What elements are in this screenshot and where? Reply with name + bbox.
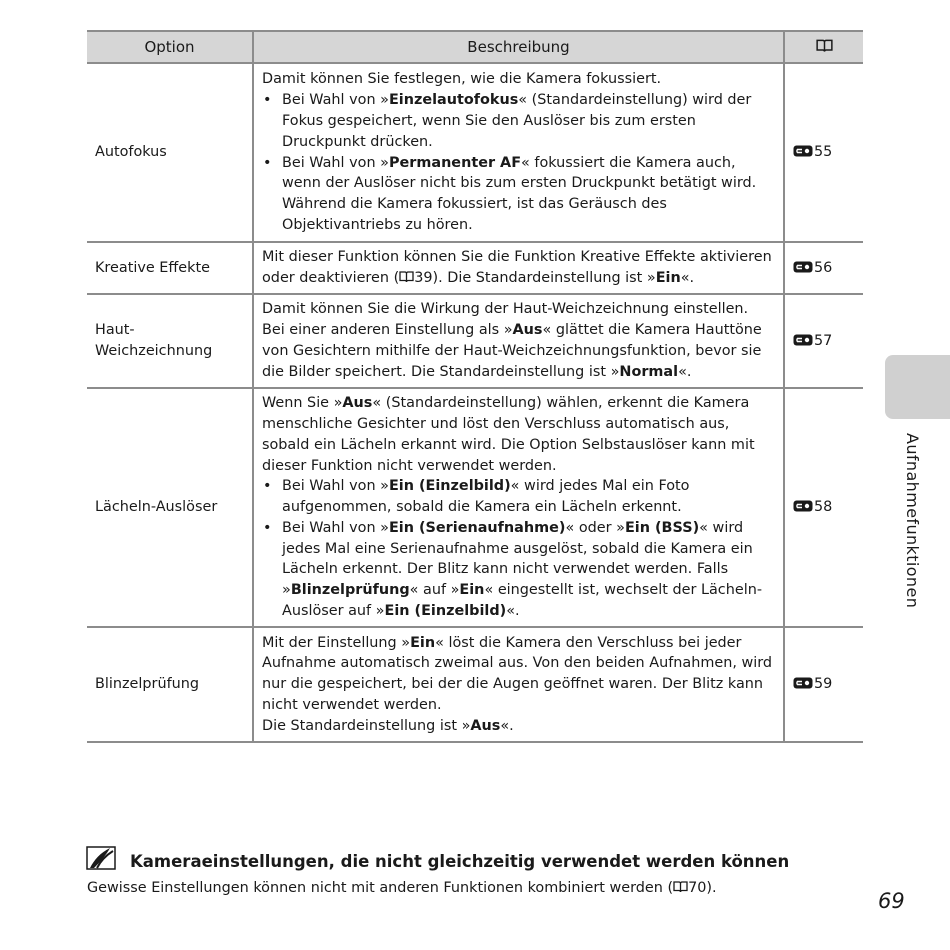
setting-name: Aus <box>470 717 501 734</box>
reference-cell <box>784 242 863 294</box>
description-text <box>262 393 773 476</box>
setting-name: Ein (Serienaufnahme) <box>388 519 566 536</box>
text: « eingestellt ist, wechselt der Lächeln-Auslöser auf » <box>282 582 763 620</box>
reference-section-icon <box>793 334 813 346</box>
text: Gewisse Einstellungen können nicht mit anderen Funktionen kombiniert werden ( <box>87 880 674 896</box>
note-pencil-icon <box>86 846 116 870</box>
option-description <box>253 388 784 627</box>
reference-cell <box>784 627 863 742</box>
option-description <box>253 63 784 242</box>
description-text: Damit können Sie festlegen, wie die Kamera fokussiert. <box>262 71 662 88</box>
bullet: • <box>263 92 272 109</box>
setting-name: Ein (Einzelbild) <box>388 478 511 495</box>
bullet-list <box>262 476 773 622</box>
text: ). <box>706 880 717 896</box>
book-icon <box>399 271 414 283</box>
option-description <box>253 294 784 388</box>
option-description <box>253 242 784 294</box>
text: « oder » <box>565 519 625 536</box>
table-row <box>87 388 863 627</box>
table-row <box>87 294 863 388</box>
option-name: Haut-Weichzeichnung <box>87 294 253 388</box>
setting-name: Ein (Einzelbild) <box>384 603 507 620</box>
text: « löst die Kamera den Verschluss bei jeder Aufnahme automatisch zweimal aus. Von den beiden Aufnahmen, wird nur die gespeichert, bei der die Augen geöffnet waren. Der Blitz kann nicht verwendet werden. <box>262 634 773 713</box>
text: «. <box>678 363 692 380</box>
reference-page: 55 <box>814 144 833 161</box>
reference-cell <box>784 388 863 627</box>
text: Bei Wahl von » <box>282 478 389 495</box>
book-icon <box>816 39 833 53</box>
bullet: • <box>263 154 272 171</box>
setting-name: Einzelautofokus <box>388 92 519 109</box>
reference-section-icon <box>793 145 813 157</box>
setting-name: Ein <box>459 582 485 599</box>
text: « wird jedes Mal eine Serienaufnahme ausgelöst, sobald die Kamera ein Lächeln erkennt. Der Blitz kann nicht verwendet werden. Falls » <box>282 519 753 599</box>
text: « auf » <box>409 582 460 599</box>
note-title: Kameraeinstellungen, die nicht gleichzeitig verwendet werden können <box>130 852 790 871</box>
bullet: • <box>263 519 272 536</box>
reference-section-icon <box>793 677 813 689</box>
header-option: Option <box>87 31 253 63</box>
text: Bei Wahl von » <box>282 154 389 171</box>
reference-page: 58 <box>814 499 833 516</box>
setting-name: Blinzelprüfung <box>290 582 410 599</box>
table-row <box>87 63 863 242</box>
text: Mit dieser Funktion können Sie die Funktion Kreative Effekte aktivieren oder deaktivieren ( <box>262 249 772 286</box>
chapter-label: Aufnahmefunktionen <box>903 433 922 609</box>
text: Wenn Sie » <box>262 395 343 412</box>
reference-page: 57 <box>814 332 833 349</box>
text: ). Die Standardeinstellung ist » <box>432 270 656 286</box>
text: «. <box>500 717 514 734</box>
header-reference <box>784 31 863 63</box>
text: Die Standardeinstellung ist » <box>262 717 471 734</box>
option-description <box>253 627 784 742</box>
table-row <box>87 627 863 742</box>
header-description: Beschreibung <box>253 31 784 63</box>
description-text <box>262 633 773 716</box>
option-name: Blinzelprüfung <box>87 627 253 742</box>
list-item <box>263 90 773 152</box>
options-table <box>87 30 863 743</box>
setting-name: Aus <box>342 395 373 412</box>
text: « (Standardeinstellung) wählen, erkennt die Kamera menschliche Gesichter und löst den Verschluss automatisch aus, sobald ein Lächeln erkannt wird. Die Option Selbstauslöser kann mit dieser Funktion nicht verwendet werden. <box>262 395 755 474</box>
setting-name: Normal <box>619 363 679 380</box>
text: Damit können Sie die Wirkung der Haut-Weichzeichnung einstellen. Bei einer anderen Einstellung als » <box>262 301 749 339</box>
page-reference: 39 <box>414 270 433 286</box>
text: « fokussiert die Kamera auch, wenn der Auslöser nicht bis zum ersten Druckpunkt betätigt wird. Während die Kamera fokussiert, ist das Geräusch des Objektivantriebs zu hören. <box>282 154 757 233</box>
bullet: • <box>263 478 272 495</box>
description-text <box>262 299 773 382</box>
text: « glättet die Kamera Hauttöne von Gesichtern mithilfe der Haut-Weichzeichnungsfunktion, bevor sie die Bilder speichert. Die Standardeinstellung ist » <box>262 322 762 380</box>
text: «. <box>680 270 695 286</box>
option-name: Lächeln-Auslöser <box>87 388 253 627</box>
page-number: 69 <box>878 889 905 913</box>
reference-cell <box>784 294 863 388</box>
description-text <box>262 247 773 289</box>
reference-page: 56 <box>814 259 833 276</box>
option-name: Autofokus <box>87 63 253 242</box>
setting-name: Permanenter AF <box>388 154 522 171</box>
setting-name: Aus <box>512 322 543 339</box>
setting-name: Ein <box>410 634 436 651</box>
reference-section-icon <box>793 261 813 273</box>
chapter-tab <box>885 355 950 419</box>
page-reference: 70 <box>688 880 707 896</box>
description-text <box>262 716 773 737</box>
book-icon <box>673 881 688 893</box>
option-name: Kreative Effekte <box>87 242 253 294</box>
setting-name: Ein (BSS) <box>624 519 700 536</box>
text: Bei Wahl von » <box>282 92 389 109</box>
text: Mit der Einstellung » <box>262 634 411 651</box>
list-item <box>263 518 773 622</box>
text: « wird jedes Mal ein Foto aufgenommen, sobald die Kamera ein Lächeln erkennt. <box>282 478 690 516</box>
list-item <box>263 476 773 518</box>
reference-cell <box>784 63 863 242</box>
bullet-list <box>262 90 773 236</box>
list-item <box>263 153 773 236</box>
note-text <box>87 880 717 896</box>
table-header-row <box>87 31 863 63</box>
table-row <box>87 242 863 294</box>
text: « (Standardeinstellung) wird der Fokus gespeichert, wenn Sie den Auslöser bis zum ersten Druckpunkt drücken. <box>282 92 752 150</box>
text: «. <box>506 603 520 620</box>
reference-page: 59 <box>814 676 833 693</box>
reference-section-icon <box>793 500 813 512</box>
text: Bei Wahl von » <box>282 519 389 536</box>
setting-name: Ein <box>655 270 681 286</box>
